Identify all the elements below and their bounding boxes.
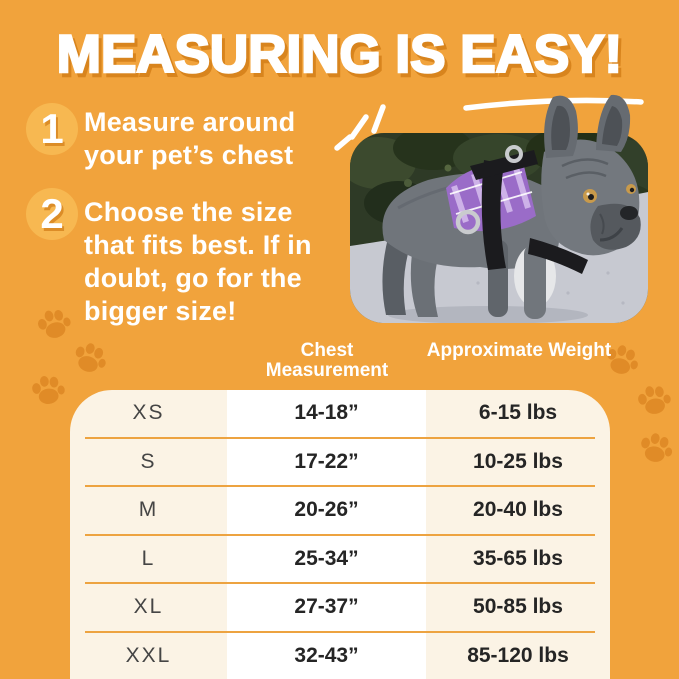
cell-chest-measurement: 32-43” xyxy=(294,643,359,667)
dog-shadow xyxy=(388,306,588,324)
red-flowers xyxy=(631,229,652,263)
paw-print-icon xyxy=(28,370,68,410)
dog-ear-right xyxy=(596,95,630,152)
dog-ear-left xyxy=(544,96,578,158)
foliage-background xyxy=(340,126,668,232)
table-row xyxy=(70,390,610,437)
col-header-weight: Approximate Weight xyxy=(426,340,612,361)
cell-size: S xyxy=(140,449,157,473)
paw-print-icon xyxy=(32,302,76,346)
dog-rear-leg-far xyxy=(382,238,410,315)
dog-eye xyxy=(583,189,597,203)
size-table-body xyxy=(70,390,610,679)
table-row xyxy=(70,487,610,534)
harness-top-ring xyxy=(507,147,521,161)
dog-nose xyxy=(620,206,638,220)
step-1-text: Measure around your pet’s chest xyxy=(84,107,296,170)
dog-front-leg-near xyxy=(524,244,546,319)
step-1-number: 1 xyxy=(40,105,64,152)
dog-muzzle xyxy=(590,204,640,250)
dog-eye-far xyxy=(626,184,636,194)
dog-illustration xyxy=(382,95,640,319)
paw-print-icon xyxy=(635,427,678,470)
harness-d-ring xyxy=(458,212,478,232)
dog-front-leg-far xyxy=(488,240,508,317)
size-table xyxy=(70,390,610,679)
cell-approximate-weight: 50-85 lbs xyxy=(473,595,563,619)
cell-chest-measurement: 27-37” xyxy=(294,595,359,619)
dog-rear-leg-near xyxy=(411,240,440,317)
sparkle-icon xyxy=(337,107,383,148)
step-2-number: 2 xyxy=(40,190,64,237)
dog-photo xyxy=(338,88,658,333)
cell-approximate-weight: 6-15 lbs xyxy=(478,401,558,425)
harness xyxy=(446,147,588,274)
page-title: MEASURING IS EASY! xyxy=(56,25,623,84)
harness-top-strap xyxy=(470,150,538,180)
cell-approximate-weight: 10-25 lbs xyxy=(473,449,563,473)
concrete-ground xyxy=(350,192,648,323)
paw-print-icon xyxy=(67,335,112,380)
step-1-badge xyxy=(26,103,78,155)
dog-chest-patch xyxy=(514,245,556,307)
cell-chest-measurement: 14-18” xyxy=(294,401,359,425)
dog-body xyxy=(382,173,560,269)
harness-girth-strap xyxy=(482,160,506,270)
cell-approximate-weight: 20-40 lbs xyxy=(473,498,563,522)
harness-chest-strap xyxy=(528,238,588,274)
table-row xyxy=(70,536,610,583)
step-2-badge xyxy=(26,188,78,240)
table-row xyxy=(70,439,610,486)
cell-chest-measurement: 25-34” xyxy=(294,546,359,570)
cell-size: M xyxy=(138,498,159,522)
cell-approximate-weight: 35-65 lbs xyxy=(473,546,563,570)
cell-chest-measurement: 20-26” xyxy=(294,498,359,522)
cell-chest-measurement: 17-22” xyxy=(294,449,359,473)
col-header-chest: Chest Measurement xyxy=(265,340,389,381)
cell-size: XS xyxy=(132,401,165,425)
dog-head xyxy=(541,139,639,255)
table-row xyxy=(70,584,610,631)
cell-size: XXL xyxy=(125,643,172,667)
step-2-text: Choose the size that fits best. If in doubt, go for the bigger size! xyxy=(84,197,312,326)
paw-print-icon xyxy=(633,379,675,421)
cell-size: L xyxy=(141,546,156,570)
cell-size: XL xyxy=(133,595,164,619)
table-row xyxy=(70,633,610,679)
cell-approximate-weight: 85-120 lbs xyxy=(467,643,569,667)
